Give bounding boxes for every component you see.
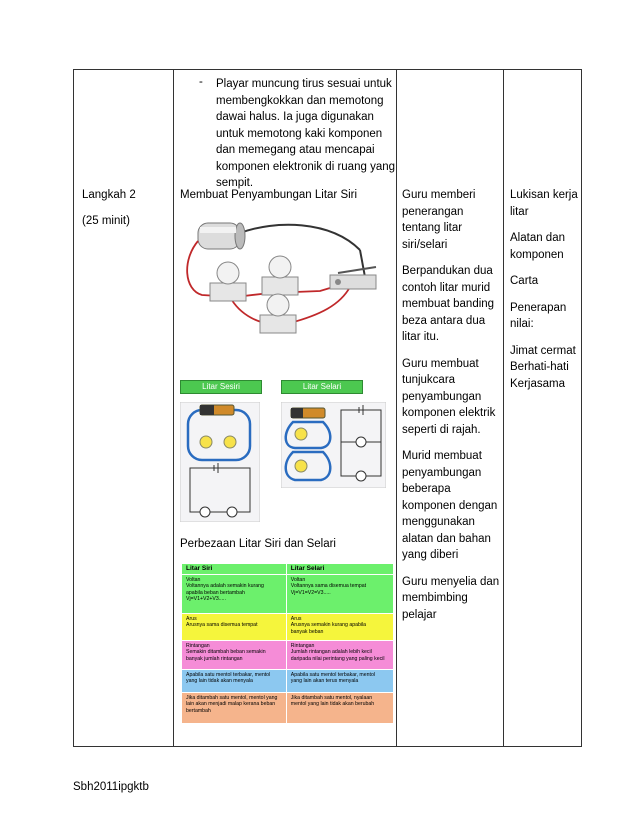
- cell-line: Arusnya sama disemua tempat: [186, 622, 258, 629]
- footer-text: Sbh2011ipgktb: [73, 781, 149, 793]
- comparison-row-voltage: [182, 575, 394, 614]
- cell-line: daripada nilai perintang yang paling kecil: [290, 655, 385, 662]
- text-line: Jimat cermat: [510, 344, 576, 357]
- text-line: membuat banding: [402, 298, 495, 310]
- step-cell: [74, 70, 174, 747]
- comparison-row-current: [182, 614, 394, 641]
- cell-line: yang lain akan terus menyala: [290, 678, 359, 685]
- pliers-line: komponen elektronik di ruang yang: [216, 160, 396, 173]
- cell-line: apabila beban bertambah: [186, 589, 245, 596]
- text-line: alatan dan bahan: [402, 532, 491, 545]
- text-line: penerangan: [402, 205, 464, 218]
- cell-line: mentol yang lain tidak akan berubah: [290, 701, 375, 708]
- text-line: tentang litar: [402, 222, 463, 234]
- header-parallel: Litar Selari: [286, 564, 393, 575]
- text-line: beza antara dua: [402, 314, 486, 327]
- resource-paragraph: [510, 230, 582, 263]
- text-line: Kerjasama: [510, 377, 565, 390]
- teacher-paragraph: [402, 448, 502, 564]
- text-line: Alatan dan: [510, 232, 565, 244]
- text-line: membimbing: [402, 592, 468, 604]
- cell-line: Vj=V1+V2+V3.....: [186, 595, 226, 602]
- comparison-header-row: [182, 564, 394, 575]
- cell-line: bertambah: [186, 707, 211, 714]
- cell-line: Jika ditambah satu mentol, mentol yang: [186, 695, 278, 702]
- cell-line: Arus: [290, 616, 302, 623]
- cell-line: Rintangan: [186, 643, 210, 650]
- cell-line: Voltan: [290, 577, 306, 584]
- cell-line: Jika ditambah satu mentol, nyalaan: [290, 695, 373, 702]
- text-line: Berpandukan dua: [402, 265, 493, 277]
- cell-line: Jumlah rintangan adalah lebih kecil: [290, 649, 372, 656]
- resources-list: [510, 187, 582, 392]
- text-line: contoh litar murid: [402, 281, 491, 294]
- comparison-table: [181, 563, 394, 724]
- pliers-line: sempit.: [216, 177, 254, 189]
- text-line: Penerapan: [510, 301, 567, 314]
- cell-line: Apabila satu mentol terbakar, mentol: [186, 672, 271, 679]
- text-line: komponen elektrik: [402, 407, 496, 419]
- cell-line: Semakin ditambah beban semakin: [186, 649, 266, 656]
- text-line: pelajar: [402, 608, 437, 621]
- lesson-plan-table: [73, 69, 582, 747]
- battery-icon: [198, 223, 245, 249]
- parallel-label-tag: Litar Selari: [281, 380, 363, 394]
- resource-paragraph: [510, 300, 582, 333]
- teacher-paragraph: [402, 574, 502, 624]
- text-line: penyambungan: [402, 390, 482, 403]
- cell-line: banyak jumlah rintangan: [186, 655, 243, 662]
- teacher-paragraph: [402, 356, 502, 439]
- comparison-title: Perbezaan Litar Siri dan Selari: [180, 538, 336, 550]
- teacher-activity: [402, 187, 502, 623]
- resource-paragraph: [510, 187, 582, 220]
- cell-line: Voltannya adalah semakin kurang: [186, 583, 264, 590]
- text-line: Carta: [510, 275, 539, 287]
- text-line: litar: [510, 205, 529, 218]
- resource-paragraph: [510, 343, 582, 393]
- content-title: Membuat Penyambungan Litar Siri: [180, 189, 358, 201]
- cell-line: Vj=V1=V2=V3.....: [290, 589, 331, 596]
- text-line: Berhati-hati: [510, 361, 569, 373]
- text-line: seperti di rajah.: [402, 423, 481, 436]
- text-line: siri/selari: [402, 238, 448, 251]
- resource-paragraph: [510, 273, 582, 290]
- teacher-paragraph: [402, 263, 502, 346]
- comparison-row-bulb-burnout: [182, 670, 394, 693]
- text-line: penyambungan: [402, 466, 482, 479]
- pliers-line: dawai halus. Ia juga digunakan: [216, 111, 374, 123]
- text-line: nilai:: [510, 318, 534, 330]
- text-line: litar itu.: [402, 331, 440, 343]
- series-circuit-photo: [180, 215, 390, 343]
- cell-line: Voltan: [186, 577, 201, 584]
- step-label: Langkah 2: [82, 189, 136, 201]
- step-duration: (25 minit): [82, 215, 130, 227]
- cell-line: yang lain tidak akan menyala: [186, 678, 253, 685]
- text-line: Guru menyelia dan: [402, 575, 500, 588]
- text-line: Lukisan kerja: [510, 189, 578, 201]
- text-line: tunjukcara: [402, 374, 456, 386]
- series-circuit-diagram: [180, 402, 260, 522]
- cell-line: Apabila satu mentol terbakar, mentol: [290, 672, 375, 679]
- resources-cell: [504, 70, 582, 747]
- text-line: komponen: [510, 248, 564, 261]
- teacher-activity-cell: [397, 70, 504, 747]
- pliers-description: [216, 76, 395, 192]
- cell-line: Arusnya semakin kurang apabila: [290, 622, 367, 629]
- teacher-paragraph: [402, 187, 502, 253]
- pliers-line: membengkokkan dan memotong: [216, 94, 384, 107]
- pliers-line: Playar muncung tirus sesuai untuk: [216, 78, 392, 90]
- cell-line: Arus: [186, 616, 197, 623]
- header-series: Litar Siri: [182, 564, 287, 575]
- series-label-tag: Litar Sesiri: [180, 380, 262, 394]
- comparison-row-resistance: [182, 641, 394, 670]
- parallel-circuit-diagram: [281, 402, 386, 488]
- comparison-row-add-bulb: [182, 693, 394, 724]
- text-line: menggunakan: [402, 516, 475, 528]
- text-line: yang diberi: [402, 549, 459, 561]
- pliers-line: dan memegang atau mencapai: [216, 144, 375, 156]
- pliers-line: untuk memotong kaki komponen: [216, 127, 383, 140]
- text-line: Guru memberi: [402, 189, 476, 201]
- bullet-dash: -: [199, 76, 203, 88]
- cell-line: banyak beban: [290, 628, 324, 635]
- cell-line: lain akan menjadi malap kerana beban: [186, 701, 276, 708]
- cell-line: Rintangan: [290, 643, 315, 650]
- text-line: beberapa: [402, 483, 451, 495]
- content-cell: [174, 70, 397, 747]
- cell-line: Voltannya sama disemua tempat: [290, 583, 367, 590]
- text-line: Murid membuat: [402, 450, 482, 462]
- text-line: Guru membuat: [402, 357, 479, 370]
- text-line: komponen dengan: [402, 499, 498, 512]
